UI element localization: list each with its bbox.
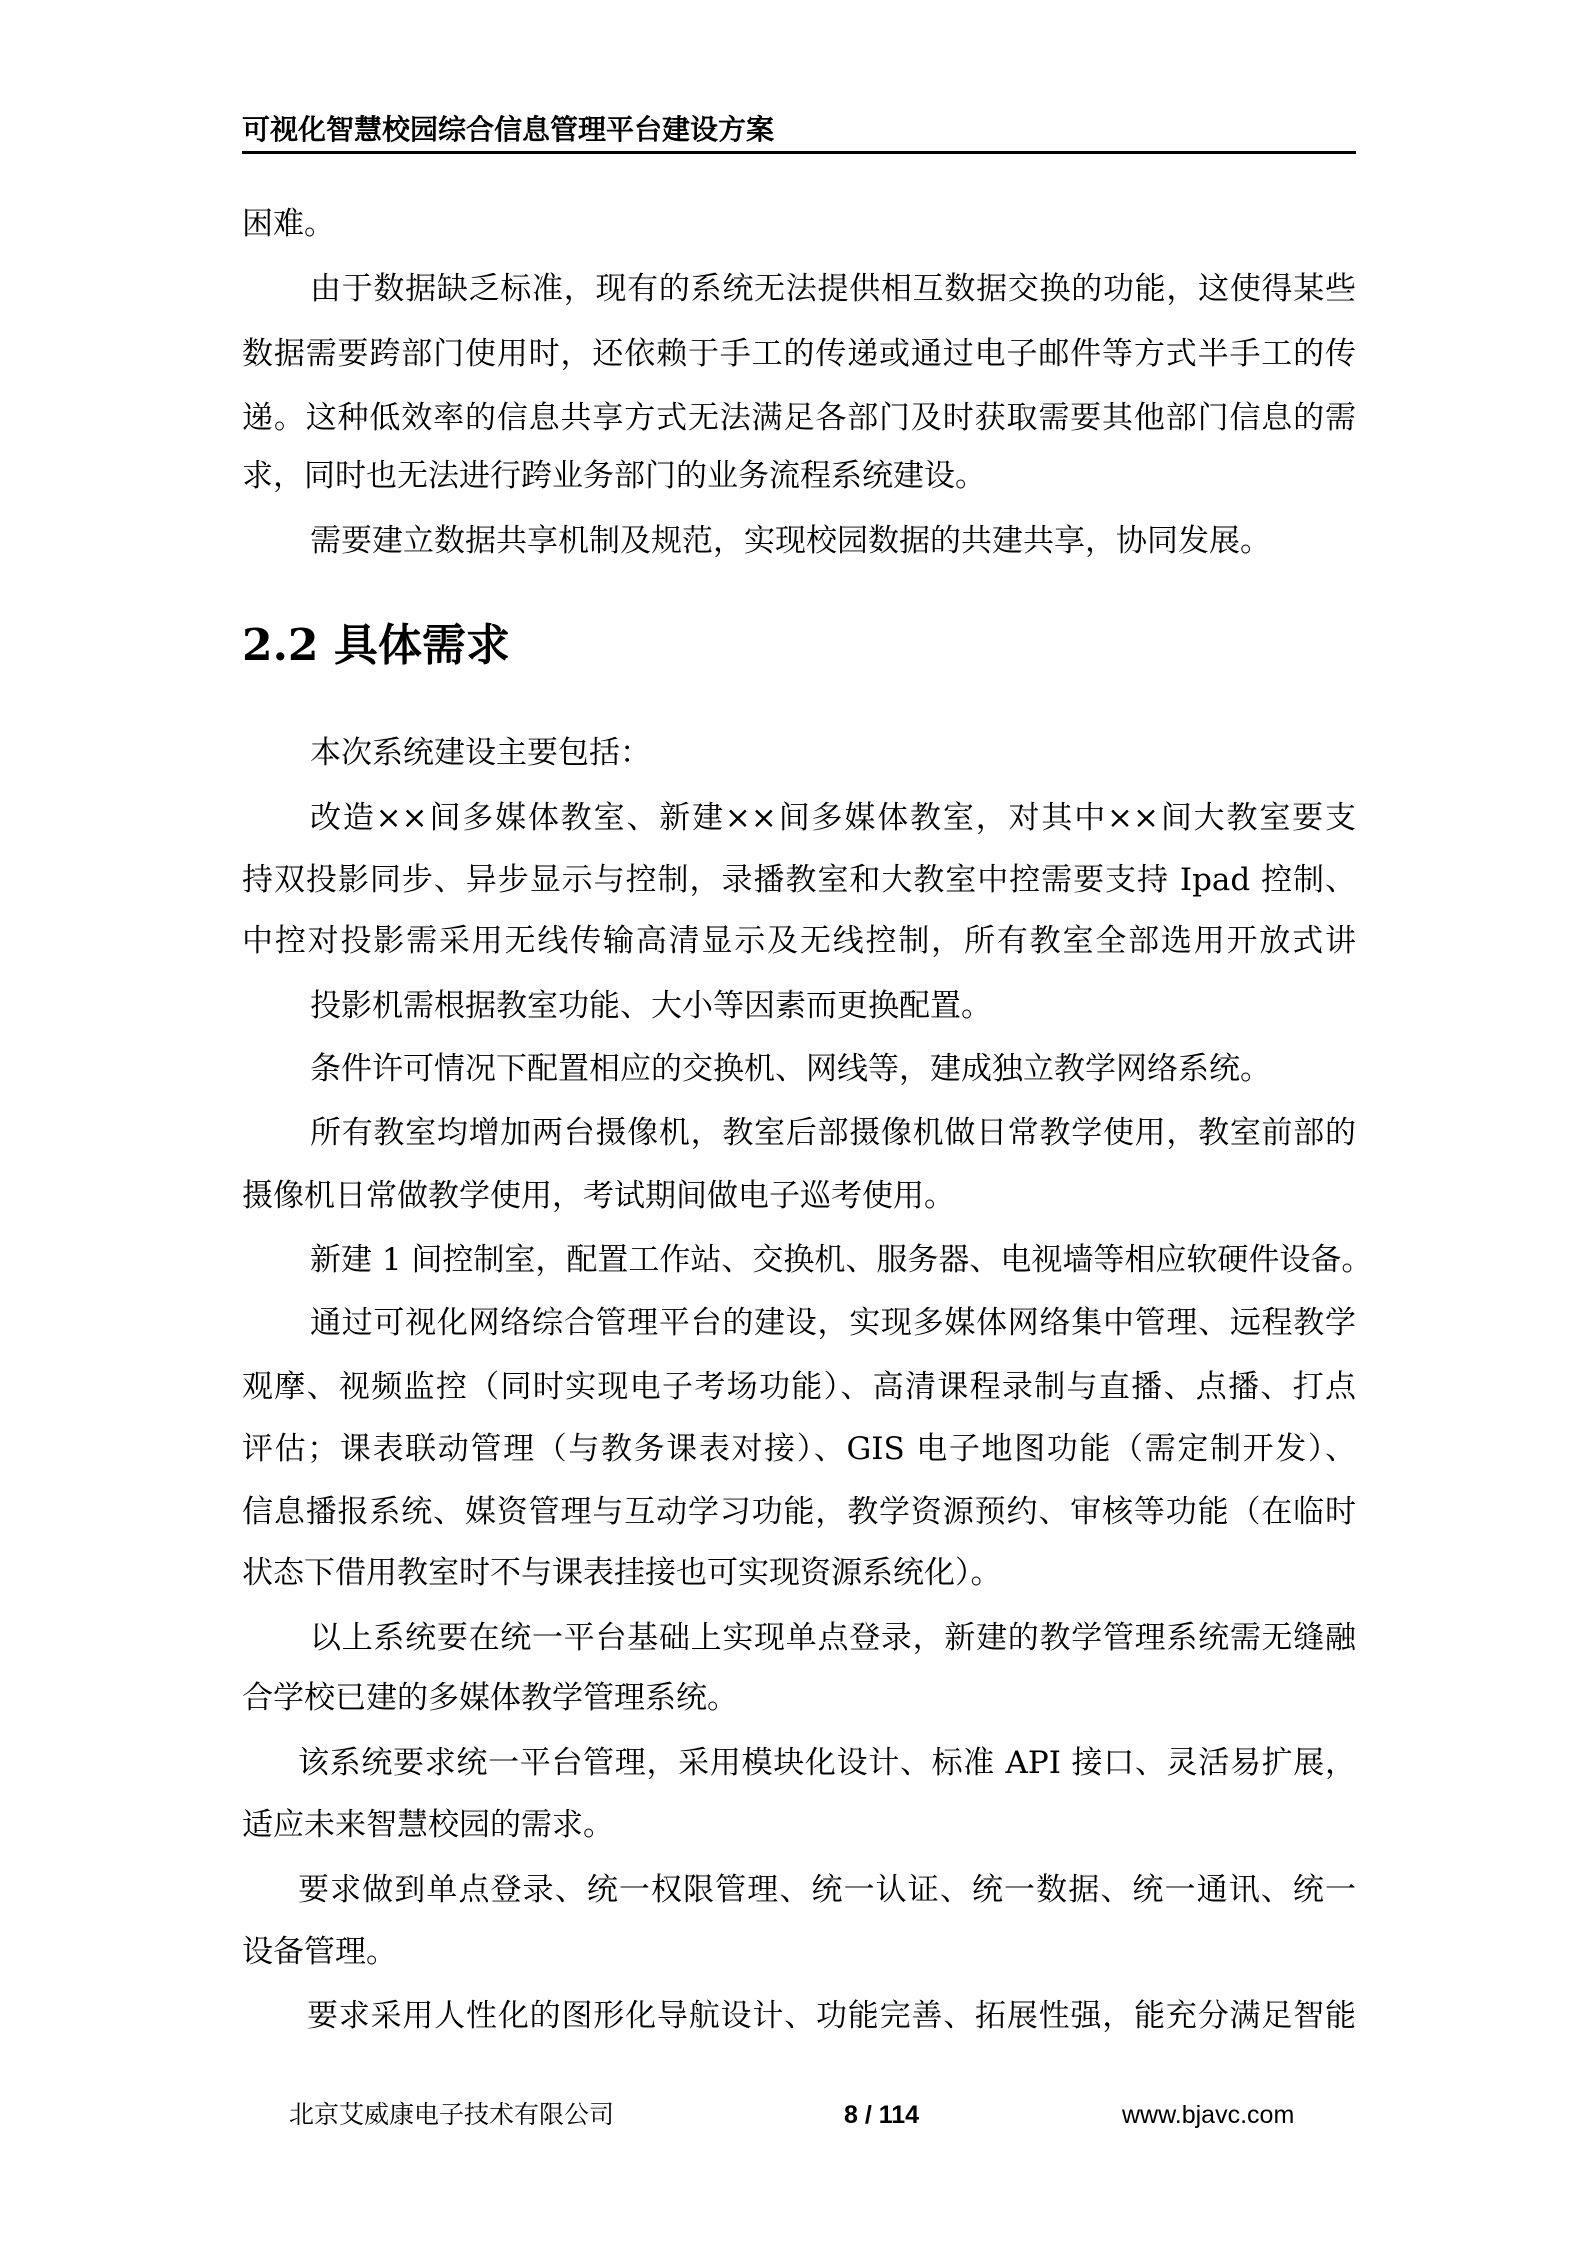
text-line: 通过可视化网络综合管理平台的建设，实现多媒体网络集中管理、远程教学	[310, 1305, 1356, 1341]
text-line: 合学校已建的多媒体教学管理系统。	[242, 1680, 738, 1716]
text-line: 改造××间多媒体教室、新建××间多媒体教室，对其中××间大教室要支	[310, 800, 1356, 836]
text-line: 由于数据缺乏标准，现有的系统无法提供相互数据交换的功能，这使得某些	[310, 271, 1356, 307]
text-line: 困难。	[242, 206, 335, 242]
text-line: 递。这种低效率的信息共享方式无法满足各部门及时获取需要其他部门信息的需	[242, 400, 1356, 436]
text-line: 投影机需根据教室功能、大小等因素而更换配置。	[310, 988, 992, 1024]
text-line: 中控对投影需采用无线传输高清显示及无线控制，所有教室全部选用开放式讲	[242, 923, 1356, 959]
header-rule	[242, 151, 1356, 154]
text-line: 条件许可情况下配置相应的交换机、网线等，建成独立教学网络系统。	[310, 1051, 1271, 1087]
document-header-title: 可视化智慧校园综合信息管理平台建设方案	[242, 113, 775, 146]
text-line: 求，同时也无法进行跨业务部门的业务流程系统建设。	[242, 458, 986, 494]
text-line: 评估；课表联动管理（与教务课表对接）、GIS 电子地图功能（需定制开发）、	[242, 1431, 1356, 1467]
footer-company: 北京艾威康电子技术有限公司	[289, 2101, 615, 2129]
text-line: 数据需要跨部门使用时，还依赖于手工的传递或通过电子邮件等方式半手工的传	[242, 336, 1356, 372]
text-line: 所有教室均增加两台摄像机，教室后部摄像机做日常教学使用，教室前部的	[310, 1115, 1356, 1151]
section-heading: 2.2 具体需求	[242, 620, 510, 671]
text-line: 信息播报系统、媒资管理与互动学习功能，教学资源预约、审核等功能（在临时	[242, 1494, 1356, 1530]
page-number: 8 / 114	[844, 2101, 920, 2129]
text-line: 设备管理。	[242, 1934, 397, 1970]
text-line: 需要建立数据共享机制及规范，实现校园数据的共建共享，协同发展。	[310, 523, 1271, 559]
text-line: 观摩、视频监控（同时实现电子考场功能）、高清课程录制与直播、点播、打点	[242, 1369, 1356, 1405]
text-line: 状态下借用教室时不与课表挂接也可实现资源系统化）。	[242, 1555, 1002, 1591]
text-line: 持双投影同步、异步显示与控制，录播教室和大教室中控需要支持 Ipad 控制、	[242, 862, 1356, 898]
text-line: 要求采用人性化的图形化导航设计、功能完善、拓展性强，能充分满足智能	[307, 1998, 1356, 2034]
text-line: 新建 1 间控制室，配置工作站、交换机、服务器、电视墙等相应软硬件设备。	[310, 1242, 1373, 1278]
text-line: 以上系统要在统一平台基础上实现单点登录，新建的教学管理系统需无缝融	[310, 1620, 1356, 1656]
text-line: 适应未来智慧校园的需求。	[242, 1807, 614, 1843]
text-line: 本次系统建设主要包括：	[310, 735, 651, 771]
text-line: 要求做到单点登录、统一权限管理、统一认证、统一数据、统一通讯、统一	[298, 1872, 1356, 1908]
footer-website: www.bjavc.com	[1122, 2101, 1295, 2129]
text-line: 摄像机日常做教学使用，考试期间做电子巡考使用。	[242, 1178, 955, 1214]
text-line: 该系统要求统一平台管理，采用模块化设计、标准 API 接口、灵活易扩展，	[298, 1745, 1356, 1781]
